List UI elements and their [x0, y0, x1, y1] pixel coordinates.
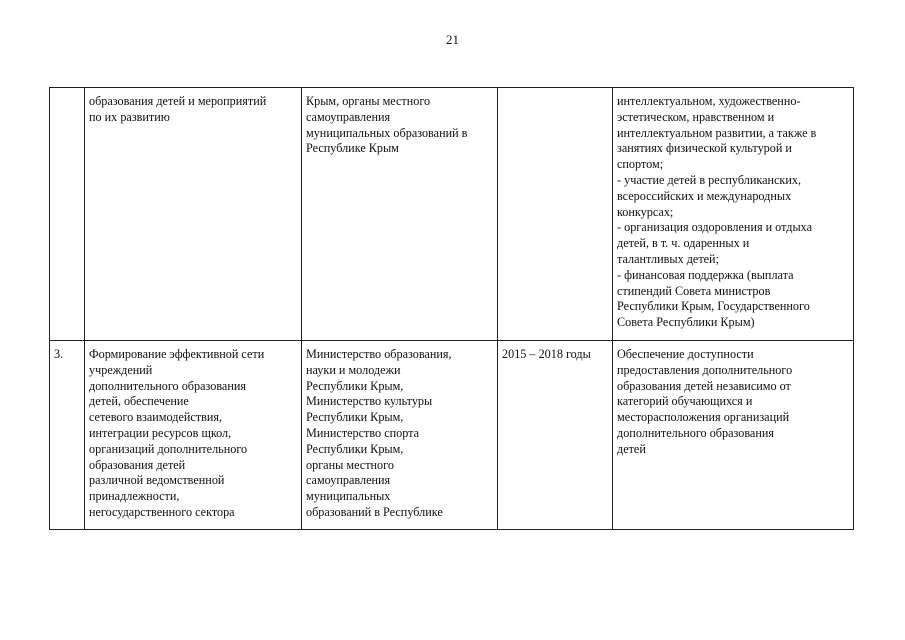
period-cell [498, 88, 613, 341]
result-cell: интеллектуальном, художественно- эстетическом, нравственном и интеллектуальном развитии, а также в занятиях физической культурой и спортом; - участие детей в республиканских, всероссийских и международных конкурсах; - организация оздоровления и отдыха детей, в т. ч. одаренных и талантливых детей; - финансовая поддержка (выплата стипендий Совета министров Республики Крым, Государственного Совета Республики Крым) [613, 88, 854, 341]
page-number: 21 [446, 32, 459, 47]
table-row [50, 88, 854, 341]
period-cell: 2015 – 2018 годы [498, 341, 613, 530]
row-number-cell [50, 88, 85, 341]
executors-cell: Крым, органы местного самоуправления муниципальных образований в Республике Крым [302, 88, 498, 341]
table-row [50, 341, 854, 530]
measure-name-cell: Формирование эффективной сети учреждений дополнительного образования детей, обеспечение сетевого взаимодействия, интеграции ресурсов щкол, организаций дополнительного образования детей различной ведомственной принадлежности, негосударственного сектора [85, 341, 302, 530]
measure-name-cell: образования детей и мероприятий по их развитию [85, 88, 302, 341]
program-table [49, 87, 854, 530]
executors-cell: Министерство образования, науки и молодежи Республики Крым, Министерство культуры Республики Крым, Министерство спорта Республики Крым, органы местного самоуправления муниципальных образований в Республике [302, 341, 498, 530]
row-number-cell: 3. [50, 341, 85, 530]
result-cell: Обеспечение доступности предоставления дополнительного образования детей независимо от категорий обучающихся и месторасположения организаций дополнительного образования детей [613, 341, 854, 530]
